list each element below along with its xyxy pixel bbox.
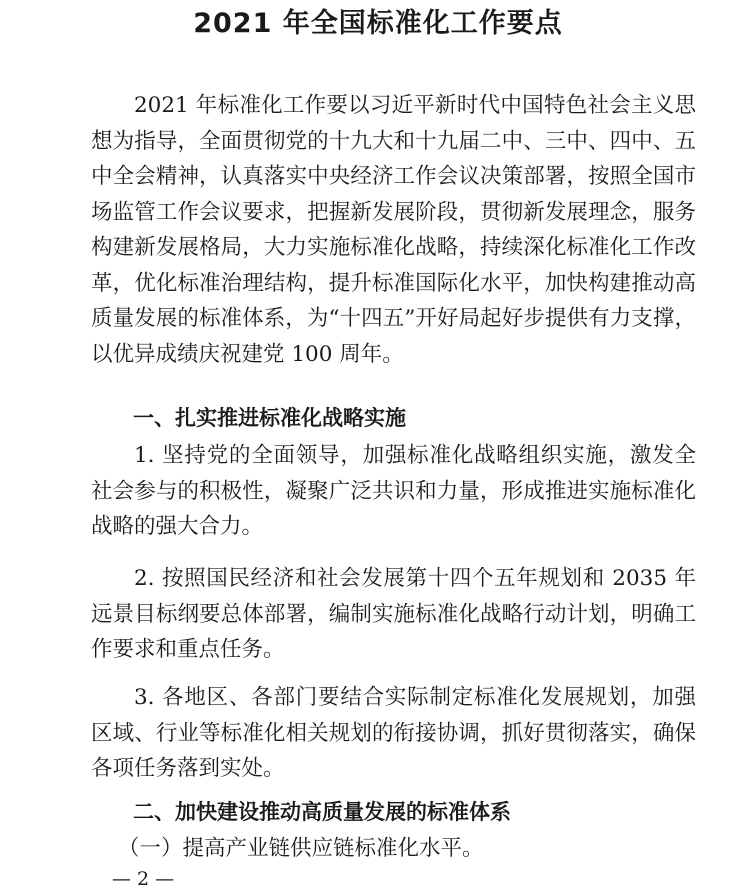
document-title: 2021 年全国标准化工作要点 — [193, 8, 563, 39]
page-number: — 2 — — [112, 868, 175, 890]
intro-paragraph: 2021 年标准化工作要以习近平新时代中国特色社会主义思想为指导，全面贯彻党的十九大和十九届二中、三中、四中、五中全会精神，认真落实中央经济工作会议决策部署，按照全国市场监管工作会议要求，把握新发展阶段，贯彻新发展理念，服务构建新发展格局，大力实施标准化战略，持续深化标准化工作改革，优化标准治理结构，提升标准国际化水平，加快构建推动高质量发展的标准体系，为“十四五”开好局起好步提供有力支撑，以优异成绩庆祝建党 100 周年。 — [91, 93, 696, 367]
section-1-item-2: 2. 按照国民经济和社会发展第十四个五年规划和 2035 年远景目标纲要总体部署，编制实施标准化战略行动计划，明确工作要求和重点任务。 — [91, 566, 696, 662]
section-2-subheading: （一）提高产业链供应链标准化水平。 — [118, 836, 484, 861]
section-2-heading: 二、加快建设推动高质量发展的标准体系 — [133, 800, 511, 824]
section-1-item-1: 1. 坚持党的全面领导，加强标准化战略组织实施，激发全社会参与的积极性，凝聚广泛共识和力量，形成推进实施标准化战略的强大合力。 — [91, 443, 696, 539]
section-1-item-3: 3. 各地区、各部门要结合实际制定标准化发展规划，加强区域、行业等标准化相关规划的衔接协调，抓好贯彻落实，确保各项任务落到实处。 — [91, 685, 696, 781]
section-1-heading: 一、扎实推进标准化战略实施 — [133, 406, 406, 430]
